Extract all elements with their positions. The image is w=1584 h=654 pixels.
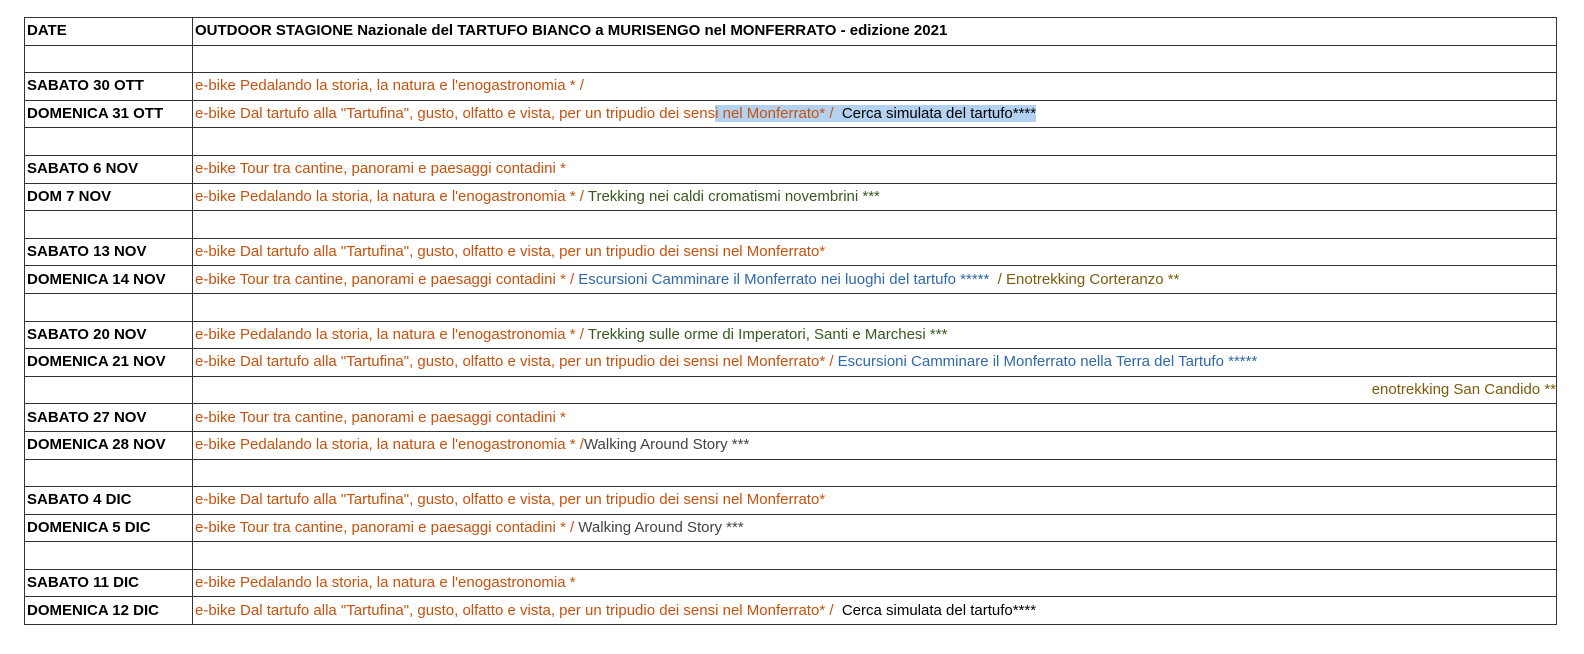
event-cell[interactable] [193, 404, 1557, 432]
walking-event-text: Walking Around Story *** [578, 518, 744, 536]
table-row [25, 459, 1557, 487]
ebike-event-text: e-bike Dal tartufo alla "Tartufina", gusto, olfatto e vista, per un tripudio dei sensi nel Monferrato* [195, 491, 826, 509]
schedule-title[interactable]: OUTDOOR STAGIONE Nazionale del TARTUFO BIANCO a MURISENGO nel MONFERRATO - edizione 2021 [193, 18, 1557, 46]
event-cell[interactable] [193, 597, 1557, 625]
event-cell[interactable] [193, 155, 1557, 183]
header-row [25, 18, 1557, 46]
escursioni-event-text: Escursioni Camminare il Monferrato nella Terra del Tartufo ***** [837, 353, 1258, 371]
ebike-event-text: e-bike Dal tartufo alla "Tartufina", gusto, olfatto e vista, per un tripudio dei sens [195, 105, 716, 123]
table-row [25, 45, 1557, 73]
date-column-header[interactable]: DATE [25, 18, 193, 46]
event-cell[interactable] [193, 183, 1557, 211]
date-cell[interactable]: SABATO 6 NOV [25, 155, 193, 183]
date-cell[interactable]: SABATO 13 NOV [25, 238, 193, 266]
date-cell[interactable]: SABATO 4 DIC [25, 487, 193, 515]
event-cell[interactable] [193, 266, 1557, 294]
truffle-hunt-event-text: Cerca simulata del tartufo**** [837, 601, 1037, 619]
table-row [25, 542, 1557, 570]
event-cell[interactable] [193, 73, 1557, 101]
date-cell[interactable]: DOMENICA 14 NOV [25, 266, 193, 294]
enotrekking-event-text: enotrekking San Candido ** [1371, 381, 1556, 399]
event-cell[interactable] [193, 211, 1557, 239]
date-cell[interactable]: SABATO 20 NOV [25, 321, 193, 349]
event-cell[interactable] [193, 569, 1557, 597]
enotrekking-event-text: / Enotrekking Corteranzo ** [993, 270, 1180, 288]
date-cell[interactable]: DOMENICA 5 DIC [25, 514, 193, 542]
date-cell[interactable] [25, 376, 193, 404]
ebike-event-text: e-bike Dal tartufo alla "Tartufina", gusto, olfatto e vista, per un tripudio dei sensi nel Monferrato* / [195, 601, 838, 619]
walking-event-text: Walking Around Story *** [583, 436, 750, 454]
date-cell[interactable] [25, 542, 193, 570]
table-row [25, 431, 1557, 459]
date-cell[interactable]: DOMENICA 31 OTT [25, 100, 193, 128]
trekking-event-text: Trekking sulle orme di Imperatori, Santi e Marchesi *** [587, 325, 948, 343]
event-cell[interactable] [193, 321, 1557, 349]
date-cell[interactable]: DOMENICA 12 DIC [25, 597, 193, 625]
table-row [25, 514, 1557, 542]
ebike-event-text: e-bike Pedalando la storia, la natura e l'enogastronomia * / [195, 436, 584, 454]
table-row [25, 73, 1557, 101]
table-row [25, 376, 1557, 404]
date-cell[interactable]: SABATO 11 DIC [25, 569, 193, 597]
table-row [25, 404, 1557, 432]
event-cell[interactable] [193, 128, 1557, 156]
ebike-event-text: e-bike Tour tra cantine, panorami e paesaggi contadini * / [195, 270, 579, 288]
event-cell[interactable] [193, 100, 1557, 128]
selected-text: i nel Monferrato* / [715, 105, 838, 123]
truffle-hunt-event-text: Cerca simulata del tartufo**** [837, 105, 1037, 123]
event-cell[interactable] [193, 542, 1557, 570]
table-row [25, 349, 1557, 377]
event-cell[interactable] [193, 459, 1557, 487]
date-cell[interactable]: DOM 7 NOV [25, 183, 193, 211]
ebike-event-text: e-bike Tour tra cantine, panorami e paesaggi contadini * / [195, 518, 579, 536]
table-row [25, 597, 1557, 625]
ebike-event-text: e-bike Dal tartufo alla "Tartufina", gusto, olfatto e vista, per un tripudio dei sensi nel Monferrato* / [195, 353, 838, 371]
date-cell[interactable]: SABATO 30 OTT [25, 73, 193, 101]
date-cell[interactable] [25, 211, 193, 239]
table-row [25, 155, 1557, 183]
ebike-event-text: e-bike Tour tra cantine, panorami e paesaggi contadini * [195, 408, 566, 426]
trekking-event-text: Trekking nei caldi cromatismi novembrini *** [587, 187, 880, 205]
date-cell[interactable] [25, 45, 193, 73]
event-cell[interactable] [193, 431, 1557, 459]
date-cell[interactable] [25, 128, 193, 156]
event-cell[interactable] [193, 514, 1557, 542]
table-row [25, 211, 1557, 239]
event-cell[interactable] [193, 45, 1557, 73]
table-row [25, 293, 1557, 321]
event-cell[interactable] [193, 238, 1557, 266]
date-cell[interactable]: SABATO 27 NOV [25, 404, 193, 432]
table-row [25, 321, 1557, 349]
table-row [25, 487, 1557, 515]
table-row [25, 238, 1557, 266]
table-row [25, 183, 1557, 211]
table-row [25, 128, 1557, 156]
event-cell[interactable] [193, 293, 1557, 321]
ebike-event-text: e-bike Dal tartufo alla "Tartufina", gusto, olfatto e vista, per un tripudio dei sensi nel Monferrato* [195, 243, 826, 261]
date-cell[interactable] [25, 459, 193, 487]
table-row [25, 266, 1557, 294]
date-cell[interactable] [25, 293, 193, 321]
table-row [25, 100, 1557, 128]
date-cell[interactable]: DOMENICA 28 NOV [25, 431, 193, 459]
ebike-event-text: e-bike Pedalando la storia, la natura e l'enogastronomia * [195, 574, 576, 592]
escursioni-event-text: Escursioni Camminare il Monferrato nei luoghi del tartufo ***** [578, 270, 994, 288]
date-cell[interactable]: DOMENICA 21 NOV [25, 349, 193, 377]
ebike-event-text: e-bike Pedalando la storia, la natura e l'enogastronomia * / [195, 187, 588, 205]
ebike-event-text: e-bike Pedalando la storia, la natura e l'enogastronomia * / [195, 325, 588, 343]
event-cell[interactable] [193, 376, 1557, 404]
ebike-event-text: e-bike Tour tra cantine, panorami e paesaggi contadini * [195, 160, 566, 178]
table-row [25, 569, 1557, 597]
event-cell[interactable] [193, 487, 1557, 515]
event-cell[interactable] [193, 349, 1557, 377]
schedule-table [24, 17, 1557, 625]
ebike-event-text: e-bike Pedalando la storia, la natura e l'enogastronomia * / [195, 77, 584, 95]
